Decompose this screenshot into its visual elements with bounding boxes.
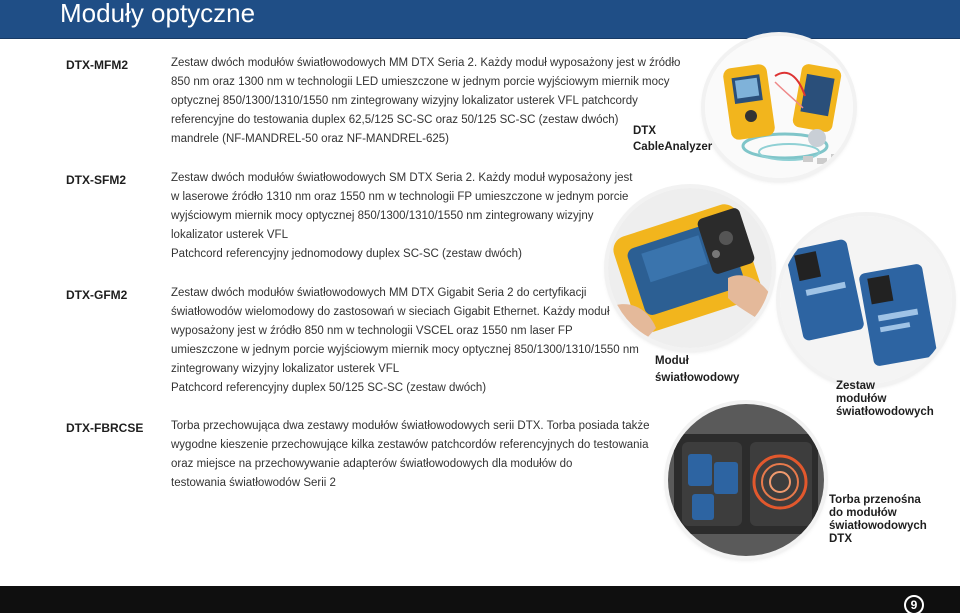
page-title: Moduły optyczne (60, 0, 256, 28)
caption-line: Torba przenośna (829, 494, 921, 506)
caption-line: do modułów (829, 507, 897, 519)
description-line: Zestaw dwóch modułów światłowodowych MM DTX Seria 2. Każdy moduł wyposażony jest w źródło (171, 57, 681, 69)
caption-line: DTX (829, 533, 852, 545)
cable-analyzer-image (705, 36, 853, 178)
product-description-dtx-mfm2 (171, 54, 680, 149)
page-number: 9 (904, 595, 924, 615)
caption-line: Moduł (655, 355, 689, 367)
caption-carry-bag (829, 494, 927, 546)
caption-line: światłowodowych (836, 406, 934, 418)
module-set-photo (780, 216, 952, 384)
description-line: Torba przechowująca dwa zestawy modułów światłowodowych serii DTX. Torba posiada także (171, 420, 650, 432)
carry-bag-photo (668, 404, 824, 556)
description-line: Zestaw dwóch modułów światłowodowych SM DTX Seria 2. Każdy moduł wyposażony jest (171, 172, 633, 184)
cable-analyzer-photo (705, 36, 853, 178)
description-line: referencyjne do testowania duplex 62,5/125 SC-SC oraz 50/125 SC-SC (zestaw dwóch) (171, 114, 619, 126)
product-code-dtx-fbrcse: DTX-FBRCSE (66, 421, 144, 435)
caption-line: Zestaw (836, 380, 875, 392)
caption-module-set (836, 380, 934, 419)
caption-line: światłowodowych (829, 520, 927, 532)
description-line: zintegrowany wizyjny lokalizator usterek VFL (171, 363, 400, 375)
description-line: oraz miejsce na przechowywanie adapterów światłowodowych dla modułów do (171, 458, 573, 470)
fiber-module-image (608, 188, 772, 348)
product-code-dtx-gfm2: DTX-GFM2 (66, 288, 128, 302)
description-line: optycznej 850/1300/1310/1550 nm zintegrowany wizyjny lokalizator usterek VFL patchcordy (171, 95, 638, 107)
caption-cable-analyzer (633, 123, 712, 155)
description-line: mandrele (NF-MANDREL-50 oraz NF-MANDREL-625) (171, 133, 449, 145)
product-description-dtx-gfm2 (171, 284, 639, 398)
product-description-dtx-sfm2 (171, 169, 632, 264)
description-line: lokalizator usterek VFL (171, 229, 288, 241)
description-line: 850 nm oraz 1300 nm w technologii LED umieszczone w jednym porcie wyjściowym miernik mocy (171, 76, 670, 88)
caption-line: światłowodowy (655, 372, 740, 384)
description-line: testowania światłowodów Serii 2 (171, 477, 336, 489)
description-line: Patchcord referencyjny jednomodowy duplex SC-SC (zestaw dwóch) (171, 248, 522, 260)
description-line: Zestaw dwóch modułów światłowodowych MM DTX Gigabit Seria 2 do certyfikacji (171, 287, 587, 299)
module-set-image (780, 216, 952, 384)
product-description-dtx-fbrcse (171, 417, 650, 493)
caption-line: modułów (836, 393, 887, 405)
description-line: światłowodów wielomodowy do zastosowań w sieciach Gigabit Ethernet. Każdy moduł (171, 306, 610, 318)
description-line: wyjściowym miernik mocy optycznej 850/1300/1310/1550 nm zintegrowany wizyjny (171, 210, 594, 222)
carry-bag-image (668, 404, 824, 556)
description-line: wygodne kieszenie przechowujące kilka zestawów patchcordów referencyjnych do testowania (171, 439, 649, 451)
caption-fiber-module (655, 353, 739, 387)
description-line: wyposażony jest w źródło 850 nm w technologii VSCEL oraz 1550 nm laser FP (171, 325, 573, 337)
description-line: Patchcord referencyjny duplex 50/125 SC-SC (zestaw dwóch) (171, 382, 487, 394)
description-line: w laserowe źródło 1310 nm oraz 1550 nm w technologii FP umieszczone w jednym porcie (171, 191, 629, 203)
page-footer (0, 586, 960, 613)
description-line: umieszczone w jednym porcie wyjściowym miernik mocy optycznej 850/1300/1310/1550 nm (171, 344, 639, 356)
caption-line: CableAnalyzer (633, 141, 713, 153)
product-code-dtx-mfm2: DTX-MFM2 (66, 58, 128, 72)
caption-line: DTX (633, 125, 656, 137)
product-code-dtx-sfm2: DTX-SFM2 (66, 173, 126, 187)
fiber-module-photo (608, 188, 772, 348)
